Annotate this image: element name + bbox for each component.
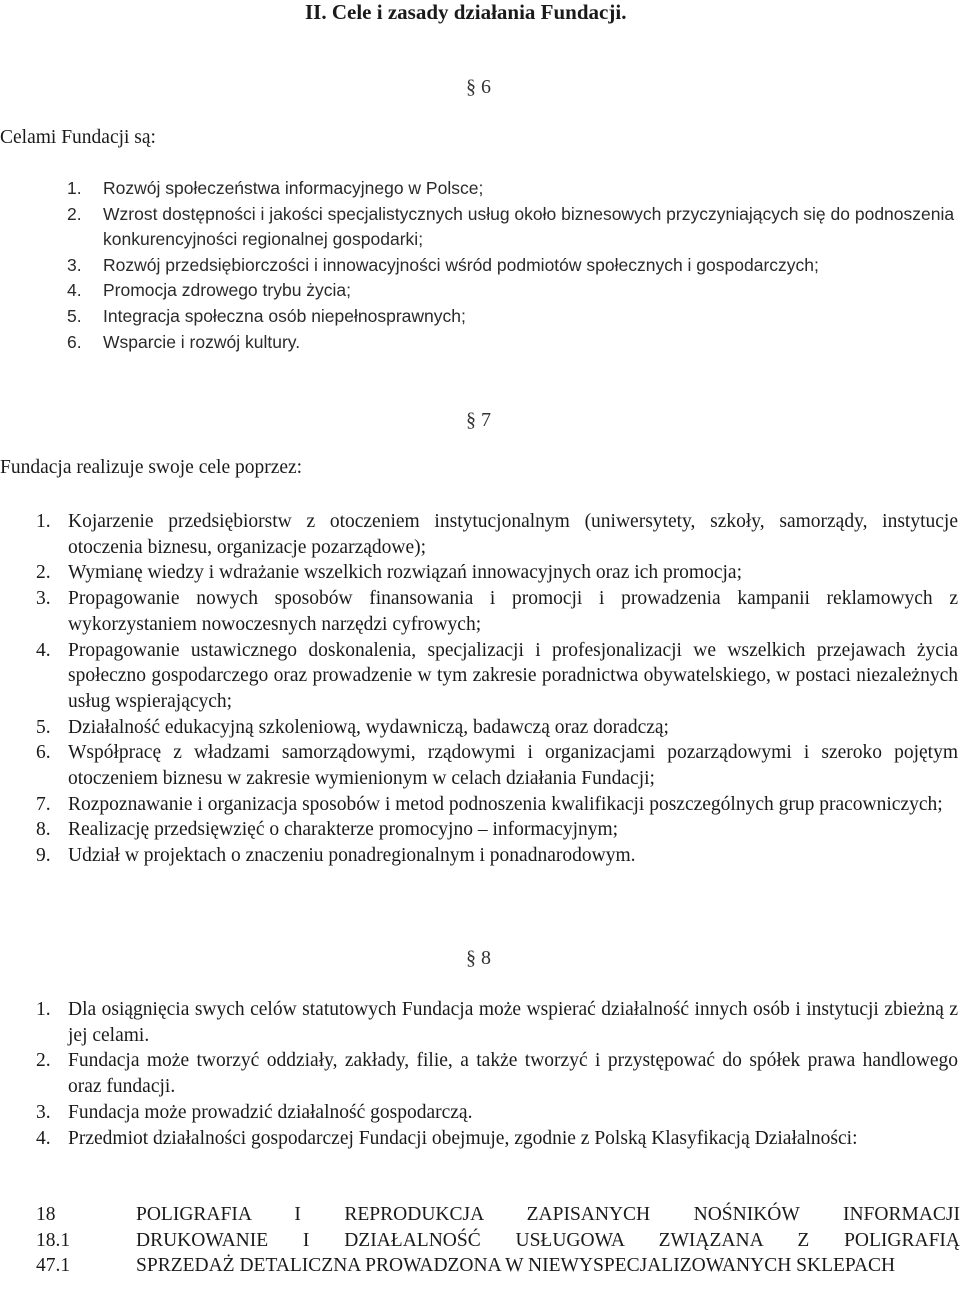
list-item — [0, 792, 958, 818]
list-item — [0, 843, 958, 869]
list-item-text: Współpracę z władzami samorządowymi, rządowymi i organizacjami pozarządowymi i szeroko pojętym otoczeniem biznesu w zakresie wymienionym w celach działania Fundacji; — [68, 742, 958, 790]
list-item — [0, 740, 958, 791]
list-item — [0, 1100, 958, 1126]
list-item-number: 4. — [36, 639, 51, 661]
list-item — [0, 253, 960, 279]
list-item-text: Wzrost dostępności i jakości specjalistycznych usług około biznesowych przyczyniających się do podnoszenia konkurencyjności regionalnej gospodarki; — [103, 203, 955, 250]
list-item-number: 1. — [67, 178, 82, 198]
list-item — [0, 1126, 958, 1152]
list-item-text: Wymianę wiedzy i wdrażanie wszelkich rozwiązań innowacyjnych oraz ich promocja; — [68, 562, 742, 584]
list-item-text: Działalność edukacyjną szkoleniową, wydawniczą, badawczą oraz doradczą; — [68, 716, 669, 738]
list-item-text: Propagowanie ustawicznego doskonalenia, specjalizacji i profesjonalizacji we wszelkich przejawach życia społeczno gospodarczego oraz prowadzenie w tym zakresie poradnictwa obywatelskiego, w postaci niezależnych usług wspierających; — [68, 639, 958, 712]
list-item-number: 9. — [36, 845, 51, 867]
pkd-classification-table — [36, 1202, 960, 1279]
list-item-number: 1. — [36, 999, 51, 1020]
list-item-text: Wsparcie i rozwój kultury. — [103, 331, 301, 352]
list-item-text: Fundacja może tworzyć oddziały, zakłady, filie, a także tworzyć i przystępować do spółek prawa handlowego oraz fundacji. — [68, 1050, 958, 1098]
table-row — [36, 1253, 960, 1279]
pkd-code: 18 — [36, 1204, 56, 1225]
list-item — [0, 1048, 958, 1099]
list-item-number: 6. — [67, 331, 82, 352]
pkd-code: 18.1 — [36, 1229, 71, 1251]
pkd-description: POLIGRAFIA I REPRODUKCJA ZAPISANYCH NOŚNIKÓW INFORMACJI — [136, 1204, 960, 1225]
list-item-number: 3. — [36, 1101, 51, 1123]
page-title: II. Cele i zasady działania Fundacji. — [305, 0, 627, 24]
list-item — [0, 509, 958, 560]
list-item-text: Integracja społeczna osób niepełnosprawnych; — [103, 305, 466, 326]
list-item-number: 3. — [67, 254, 82, 275]
list-item — [0, 638, 958, 715]
list-item-number: 2. — [67, 203, 82, 224]
list-item-text: Promocja zdrowego trybu życia; — [103, 280, 352, 301]
list-item-text: Fundacja może prowadzić działalność gospodarczą. — [68, 1101, 473, 1123]
list-item-number: 8. — [36, 819, 51, 841]
means-list — [0, 509, 958, 869]
section-7-heading: § 7 — [466, 409, 491, 431]
list-item — [0, 330, 960, 356]
list-item-text: Propagowanie nowych sposobów finansowania i promocji i prowadzenia kampanii reklamowych z wykorzystaniem nowoczesnych narzędzi cyfrowych; — [68, 588, 958, 635]
list-item-number: 2. — [36, 1050, 51, 1072]
list-item-number: 4. — [67, 280, 82, 301]
list-item-number: 5. — [36, 716, 51, 738]
list-item-text: Rozwój społeczeństwa informacyjnego w Polsce; — [103, 178, 484, 198]
list-item — [0, 560, 958, 586]
list-item-number: 3. — [36, 588, 51, 610]
list-item-number: 2. — [36, 562, 51, 584]
list-item-text: Realizację przedsięwzięć o charakterze promocyjno – informacyjnym; — [68, 819, 619, 841]
list-item-text: Przedmiot działalności gospodarczej Fundacji obejmuje, zgodnie z Polską Klasyfikacją Działalności: — [68, 1127, 858, 1149]
list-item — [0, 202, 960, 253]
pkd-description: SPRZEDAŻ DETALICZNA PROWADZONA W NIEWYSPECJALIZOWANYCH SKLEPACH — [136, 1255, 896, 1277]
list-item — [0, 997, 958, 1048]
list-item-number: 5. — [67, 305, 82, 326]
list-item-text: Rozpoznawanie i organizacja sposobów i metod podnoszenia kwalifikacji poszczególnych grup pracowniczych; — [68, 793, 943, 815]
list-item — [0, 817, 958, 843]
pkd-code: 47.1 — [36, 1255, 71, 1277]
section-7-intro: Fundacja realizuje swoje cele poprzez: — [0, 457, 303, 478]
list-item-text: Dla osiągnięcia swych celów statutowych Fundacja może wspierać działalność innych osób i instytucji zbieżną z jej celami. — [68, 999, 958, 1046]
pkd-description: DRUKOWANIE I DZIAŁALNOŚĆ USŁUGOWA ZWIĄZANA Z POLIGRAFIĄ — [136, 1229, 960, 1251]
list-item-text: Rozwój przedsiębiorczości i innowacyjności wśród podmiotów społecznych i gospodarczych; — [103, 254, 819, 275]
section-8-heading: § 8 — [466, 947, 491, 969]
list-item — [0, 278, 960, 304]
list-item — [0, 304, 960, 330]
section-6-intro: Celami Fundacji są: — [0, 127, 156, 148]
list-item-number: 1. — [36, 511, 51, 532]
activities-list — [0, 997, 958, 1151]
list-item — [0, 176, 960, 202]
table-row — [36, 1228, 960, 1254]
list-item-number: 6. — [36, 742, 51, 764]
section-6-heading: § 6 — [466, 76, 491, 98]
list-item-text: Udział w projektach o znaczeniu ponadregionalnym i ponadnarodowym. — [68, 845, 636, 867]
list-item-text: Kojarzenie przedsiębiorstw z otoczeniem instytucjonalnym (uniwersytety, szkoły, samorządy, instytucje otoczenia biznesu, organizacje pozarządowe); — [68, 511, 958, 558]
list-item-number: 7. — [36, 793, 51, 815]
list-item-number: 4. — [36, 1127, 51, 1149]
table-row — [36, 1202, 960, 1228]
list-item — [0, 586, 958, 637]
goals-list — [0, 176, 960, 355]
list-item — [0, 715, 958, 741]
